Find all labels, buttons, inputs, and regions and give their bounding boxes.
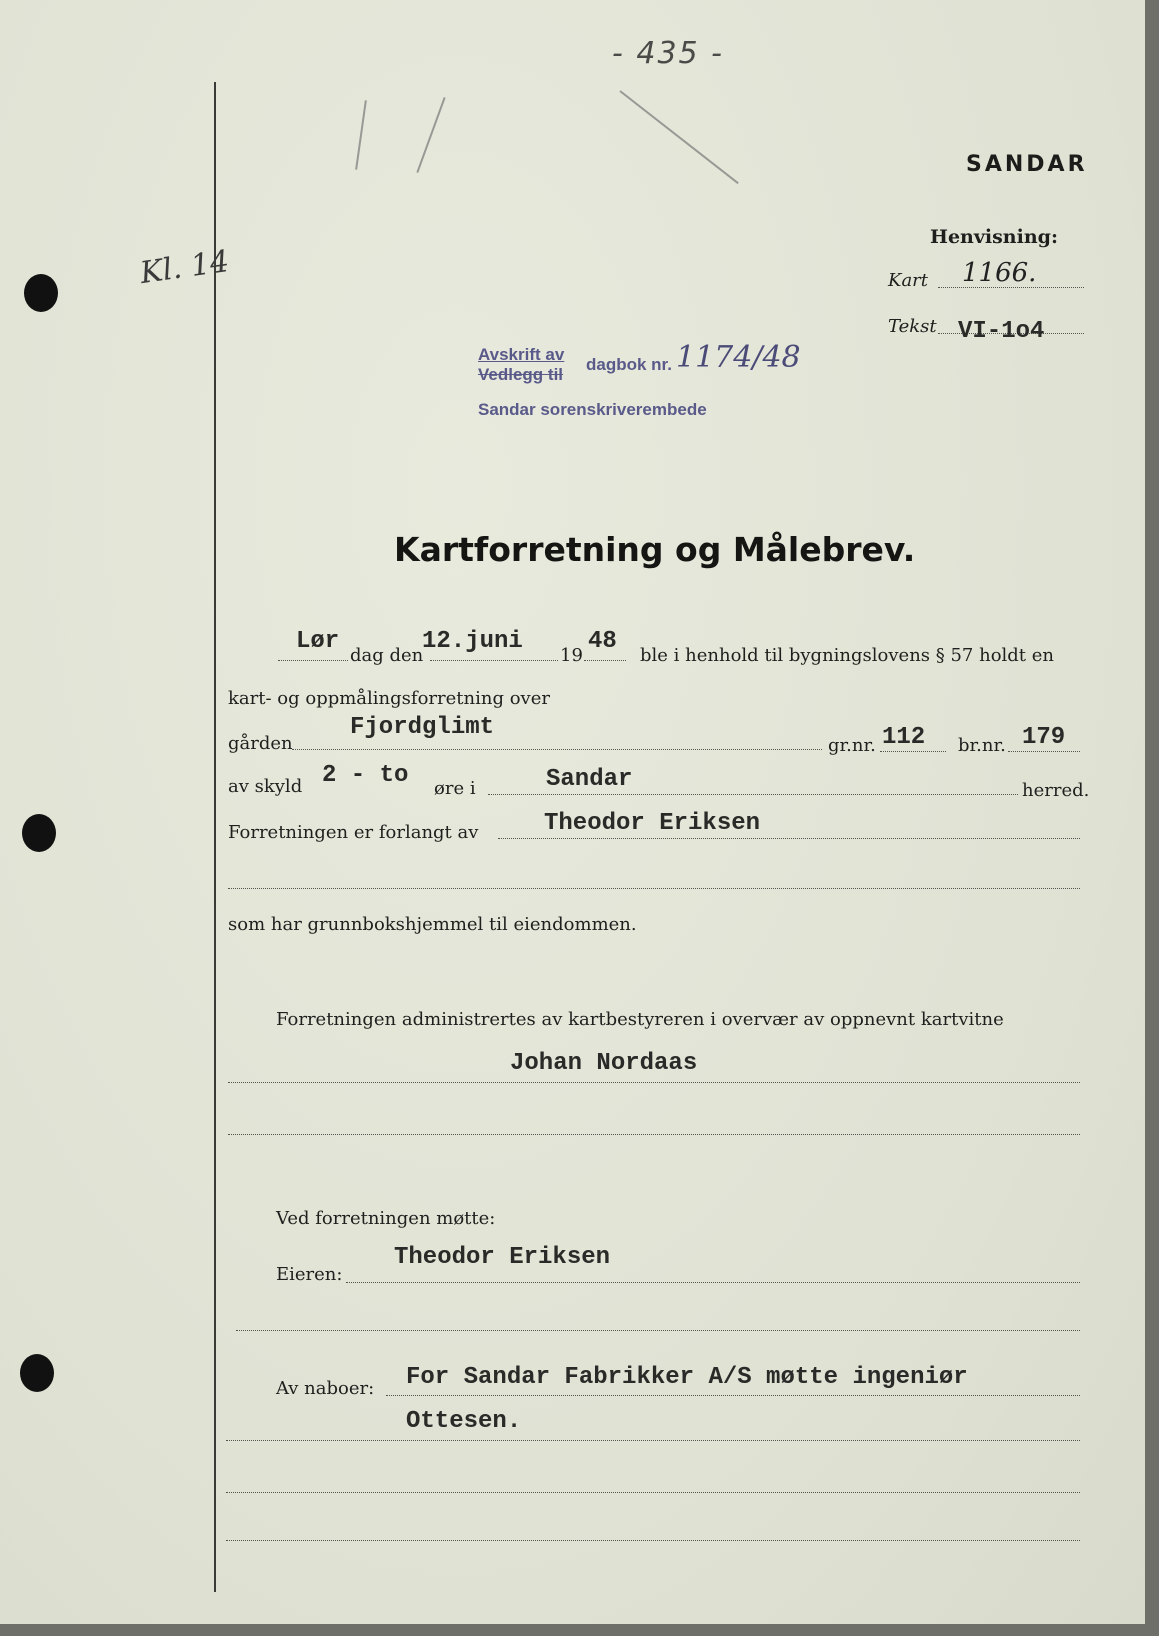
pencil-stroke [619,90,738,184]
garden-line [292,749,822,750]
pencil-stroke [416,97,445,173]
blank-line [226,1492,1080,1493]
blank-line [226,1440,1080,1441]
year-prefix: 19 [560,645,583,666]
herred-value: Sandar [546,766,633,793]
page-title: Kartforretning og Målebrev. [394,530,916,569]
stamp-dagbok: dagbok nr. [586,355,672,374]
naboer-label: Av naboer: [276,1378,375,1399]
motte-label: Ved forretningen møtte: [276,1208,496,1229]
tekst-label: Tekst [888,316,937,337]
vitne-value: Johan Nordaas [510,1050,698,1077]
vitne-line [228,1082,1080,1083]
skyld-value: 2 - to [322,762,409,789]
ore-label: øre i [434,778,476,799]
grnr-value: 112 [882,724,926,751]
garden-value: Fjordglimt [350,714,495,741]
forlangt-value: Theodor Eriksen [544,810,761,837]
skyld-label: av skyld [228,776,303,797]
forlangt-label: Forretningen er forlangt av [228,822,479,843]
stamp-line1 [478,345,564,365]
brnr-label: br.nr. [958,735,1006,756]
tekst-value: VI-1o4 [958,318,1045,345]
day-value: Lør [296,628,340,655]
date-line [430,660,558,661]
pencil-stroke [355,100,367,170]
margin-rule [214,82,216,1592]
year-line [584,660,626,661]
eieren-value: Theodor Eriksen [394,1244,611,1271]
reference-label: Henvisning: [930,226,1058,248]
brnr-line [1008,751,1080,752]
punch-hole [20,1354,54,1392]
grnr-label: gr.nr. [828,735,876,756]
stamp-vedlegg: Vedlegg til [478,365,564,384]
district-heading: SANDAR [966,152,1088,177]
stamp-avskrift: Avskrift av [478,345,565,364]
brnr-value: 179 [1022,724,1066,751]
forlangt-line [498,838,1080,839]
line2-text: kart- og oppmålingsforretning over [228,688,550,709]
page-number: - 435 - [612,36,724,71]
blank-line [236,1330,1080,1331]
year-value: 48 [588,628,617,655]
stamp-dagbok-no: 1174/48 [676,340,801,375]
naboer-line2: Ottesen. [406,1408,522,1435]
admin-text: Forretningen administrertes av kartbestyreren i overvær av oppnevnt kartvitne [276,1009,1004,1030]
punch-hole [22,814,56,852]
naboer-line1: For Sandar Fabrikker A/S møtte ingeniør [406,1364,968,1391]
punch-hole [24,274,58,312]
margin-note: Kl. 14 [137,243,232,292]
kart-value: 1166. [962,258,1037,288]
kart-label: Kart [888,270,929,291]
herred-label: herred. [1022,780,1090,801]
day-line [278,660,348,661]
grnr-line [880,751,946,752]
garden-label: gården [228,733,293,754]
grunnbok-text: som har grunnbokshjemmel til eiendommen. [228,914,637,935]
eieren-label: Eieren: [276,1264,343,1285]
naboer-rule [386,1395,1080,1396]
line1-tail: ble i henhold til bygningslovens § 57 holdt en [640,645,1055,666]
dag-label: dag den [350,645,424,666]
blank-line [228,1134,1080,1135]
blank-line [226,1540,1080,1541]
blank-line [228,888,1080,889]
stamp-office: Sandar sorenskriverembede [478,400,707,419]
herred-line [488,794,1018,795]
date-value: 12.juni [422,628,523,655]
eieren-line [346,1282,1080,1283]
